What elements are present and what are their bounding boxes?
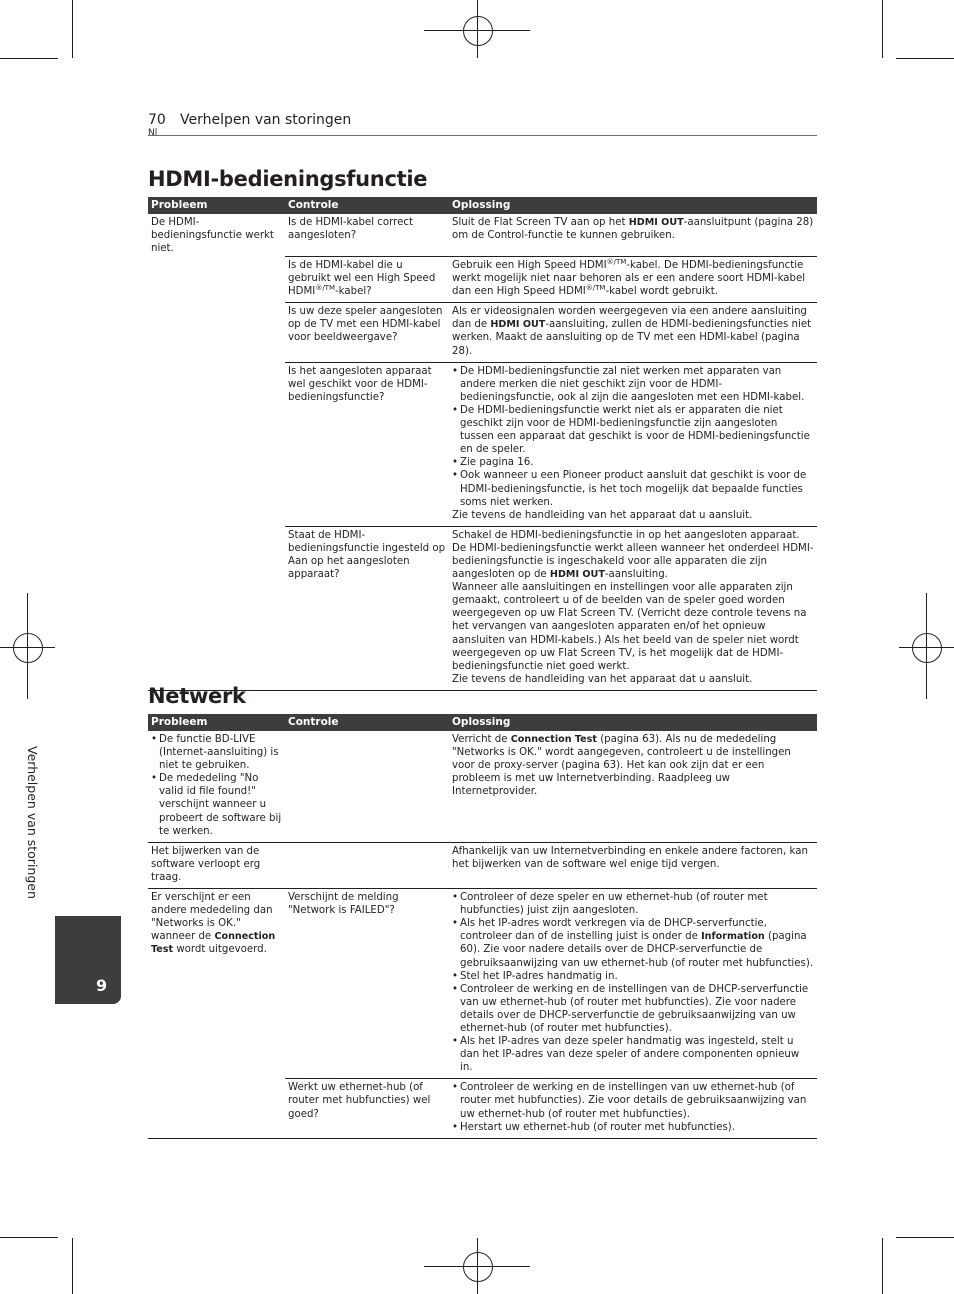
list-item: • Ook wanneer u een Pioneer product aansluit dat geschikt is voor de HDMI-bedieningsfunctie, is het toch mogelijk dat bepaalde functies soms niet werken.: [452, 469, 814, 508]
check-cell: Is het aangesloten apparaat wel geschikt voor de HDMI-bedieningsfunctie?: [285, 362, 449, 526]
check-cell: Is de HDMI-kabel correct aangesloten?: [285, 214, 449, 257]
solution-text: Als er videosignalen worden weergegeven via een andere aansluiting dan de: [452, 306, 807, 331]
table-header-row: [148, 197, 817, 214]
check-cell: Is uw deze speler aangesloten op de TV met een HDMI-kabel voor beeldweergave?: [285, 303, 449, 362]
trademark-sup: ®/TM: [585, 284, 606, 293]
problem-cell: [148, 731, 285, 842]
problem-bold: Connection Test: [151, 931, 276, 956]
check-text: -kabel?: [335, 286, 372, 298]
side-tab-label: Verhelpen van storingen: [25, 746, 40, 899]
check-cell: [285, 257, 449, 303]
solution-text: -aansluiting, zullen de HDMI-bedieningsfuncties niet werken. Maakt de aansluiting op de TV met een HDMI-kabel (pagina 28).: [452, 319, 812, 357]
running-header-title: Verhelpen van storingen: [180, 112, 352, 128]
solution-note: Zie tevens de handleiding van het apparaat dat u aansluit.: [452, 509, 753, 521]
section-title-network: Netwerk: [148, 684, 246, 708]
problem-cell: [148, 889, 285, 1139]
list-item: • De HDMI-bedieningsfunctie werkt niet als er apparaten die niet geschikt zijn voor de HDMI-bedieningsfunctie zijn aangesloten tussen een apparaat dat geschikt is voor de HDMI-bedieningsfunctie en de speler.: [452, 404, 814, 456]
list-item: • De functie BD-LIVE (Internet-aansluiting) is niet te gebruiken.: [151, 733, 282, 772]
solution-bold: HDMI OUT: [490, 319, 546, 331]
bullet-list: [452, 891, 814, 1074]
list-item: • Controleer of deze speler en uw ethernet-hub (of router met hubfuncties) juist zijn aangesloten.: [452, 891, 814, 917]
problem-cell: Het bijwerken van de software verloopt erg traag.: [148, 842, 285, 888]
column-header-check: Controle: [285, 714, 449, 731]
trademark-sup: ®/TM: [606, 258, 627, 266]
solution-note: Zie tevens de handleiding van het apparaat dat u aansluit.: [452, 673, 753, 685]
solution-cell: Afhankelijk van uw Internetverbinding en enkele andere factoren, kan het bijwerken van de software wel enige tijd vergen.: [449, 842, 817, 888]
column-header-check: Controle: [285, 197, 449, 214]
solution-text: Sluit de Flat Screen TV aan op het: [452, 217, 629, 228]
check-cell: Staat de HDMI-bedieningsfunctie ingesteld op Aan op het aangesloten apparaat?: [285, 526, 449, 690]
problem-cell: [148, 214, 285, 690]
solution-text: -aansluiting.: [604, 569, 668, 581]
network-troubleshooting-table: [148, 714, 817, 1139]
list-item: • Als het IP-adres van deze speler handmatig was ingesteld, stelt u dan het IP-adres van deze speler of andere componenten opnieuw in.: [452, 1035, 814, 1074]
list-item: • De HDMI-bedieningsfunctie zal niet werken met apparaten van andere merken die niet geschikt zijn voor de HDMI-bedieningsfunctie, ook al zijn die aangesloten met een HDMI-kabel.: [452, 365, 814, 404]
chapter-number: 9: [96, 976, 108, 995]
check-cell: Verschijnt de melding "Network is FAILED"?: [285, 889, 449, 1079]
list-item: • Controleer de werking en de instellingen van de DHCP-serverfunctie van uw ethernet-hub (of router met hubfuncties). Zie voor nadere details over de DHCP-serverfunctie de gebruiksaanwijzing van uw ethernet-hub (of router met hubfuncties).: [452, 983, 814, 1035]
list-item-text: Als het IP-adres wordt verkregen via de DHCP-serverfunctie, controleer dan of de instelling juist is onder de: [460, 918, 767, 943]
solution-text: Gebruik een High Speed HDMI: [452, 260, 607, 271]
solution-text: Schakel de HDMI-bedieningsfunctie in op het aangesloten apparaat. De HDMI-bedieningsfunctie werkt alleen wanneer het onderdeel HDMI-bedieningsfunctie is ingeschakeld voor alle apparaten die zijn aangesloten op de: [452, 529, 814, 581]
solution-text: Verricht de: [452, 734, 511, 745]
trademark-sup: ®/TM: [315, 284, 335, 293]
table-row: [148, 731, 817, 842]
bullet-list: [452, 1081, 814, 1133]
solution-text: -kabel wordt gebruikt.: [605, 286, 718, 298]
problem-text: Er verschijnt er een andere mededeling dan "Networks is OK." wanneer de: [151, 892, 273, 943]
solution-cell: [449, 526, 817, 690]
solution-cell: [449, 362, 817, 526]
table-header-row: [148, 714, 817, 731]
list-item: • Controleer de werking en de instellingen van uw ethernet-hub (of router met hubfuncties). Zie voor details de gebruiksaanwijzing van uw ethernet-hub (of router met hubfuncties).: [452, 1081, 814, 1120]
solution-cell: [449, 257, 817, 303]
list-item-bold: Information: [701, 931, 765, 943]
list-item: • Herstart uw ethernet-hub (of router met hubfuncties).: [452, 1121, 814, 1134]
chapter-tab: [55, 916, 121, 1004]
problem-text: De HDMI-bedieningsfunctie werkt niet.: [151, 217, 274, 255]
table-row: [148, 889, 817, 1079]
column-header-solution: Oplossing: [449, 197, 817, 214]
solution-bold: HDMI OUT: [628, 217, 684, 228]
solution-cell: [449, 731, 817, 842]
solution-text: Wanneer alle aansluitingen en instellingen voor alle apparaten zijn gemaakt, controleert u of de beelden van de speler goed worden weergegeven op uw Flat Screen TV. (Verricht deze controle tevens na het vervangen van aangesloten apparaten en/of het opnieuw aansluiten van HDMI-kabels.) Als het beeld van de speler niet wordt weergegeven op uw Flat Screen TV, is het mogelijk dat de HDMI-bedieningsfunctie niet goed werkt.: [452, 582, 807, 672]
table-row: [148, 842, 817, 888]
solution-cell: [449, 889, 817, 1079]
section-title-hdmi: HDMI-bedieningsfunctie: [148, 167, 428, 191]
solution-cell: [449, 214, 817, 257]
check-cell: [285, 731, 449, 842]
language-code: Nl: [148, 128, 158, 138]
solution-text: (pagina 63). Als nu de mededeling "Networks is OK." wordt aangegeven, controleert u de instellingen voor de proxy-server (pagina 63). Het kan ook zijn dat er een probleem is met uw Internetverbinding. Raadpleeg uw Internetprovider.: [452, 734, 791, 798]
header-rule: [148, 135, 817, 136]
column-header-problem: Probleem: [148, 197, 285, 214]
hdmi-troubleshooting-table: [148, 197, 817, 691]
solution-bold: HDMI OUT: [549, 569, 605, 581]
solution-cell: [449, 1079, 817, 1138]
page-number: 70: [148, 112, 166, 128]
list-item-text: (pagina 60). Zie voor nadere details over de DHCP-serverfunctie de gebruiksaanwijzing van uw ethernet-hub (of router met hubfuncties).: [460, 931, 814, 969]
list-item: [452, 917, 814, 969]
check-cell: Werkt uw ethernet-hub (of router met hubfuncties) wel goed?: [285, 1079, 449, 1138]
check-cell: [285, 842, 449, 888]
table-row: [148, 214, 817, 257]
list-item: • De mededeling "No valid id file found!" verschijnt wanneer u probeert de software bij te werken.: [151, 772, 282, 837]
solution-bold: Connection Test: [510, 734, 597, 745]
column-header-solution: Oplossing: [449, 714, 817, 731]
solution-text: -aansluitpunt (pagina 28) om de Control-functie te kunnen gebruiken.: [452, 217, 814, 242]
problem-text: wordt uitgevoerd.: [173, 944, 267, 956]
list-item: • Zie pagina 16.: [452, 456, 814, 469]
column-header-problem: Probleem: [148, 714, 285, 731]
bullet-list: [452, 365, 814, 509]
list-item: • Stel het IP-adres handmatig in.: [452, 970, 814, 983]
bullet-list: [151, 733, 282, 838]
solution-text: -kabel. De HDMI-bedieningsfunctie werkt mogelijk niet naar behoren als er een andere soort HDMI-kabel dan een High Speed HDMI: [452, 260, 806, 298]
solution-cell: [449, 303, 817, 362]
check-text: Is de HDMI-kabel die u gebruikt wel een High Speed HDMI: [288, 260, 436, 298]
